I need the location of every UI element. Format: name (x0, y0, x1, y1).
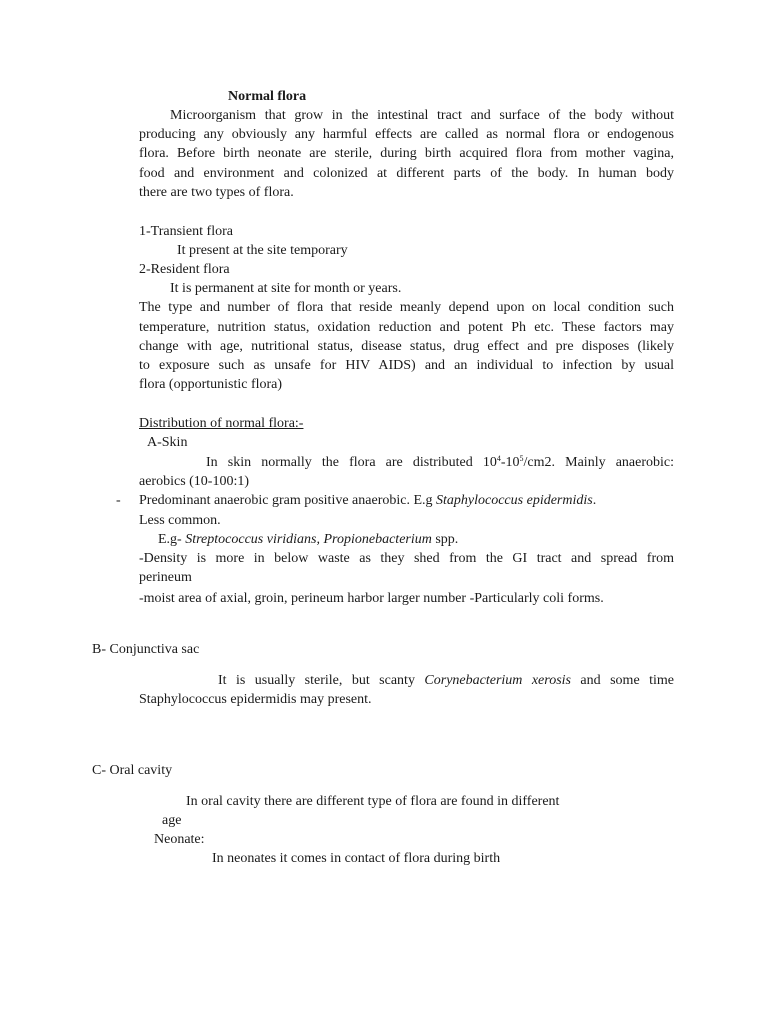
paragraph-line: to exposure such as unsafe for HIV AIDS) and an individual to infection by usual (139, 358, 674, 373)
oral-cavity-line-cont: age (162, 813, 182, 828)
less-common-example: E.g- Streptococcus viridians, Propionebacterium spp. (158, 532, 459, 547)
paragraph-line: Microorganism that grow in the intestinal tract and surface of the body without (170, 108, 674, 123)
exponent: 4 (496, 454, 501, 463)
skin-distribution-line: In skin normally the flora are distributed $10^4-10^5/cm2$. Mainly anaerobic: (206, 454, 674, 470)
bullet-dash: - (116, 493, 121, 508)
predominant-line: Predominant anaerobic gram positive anaerobic. E.g Staphylococcus epidermidis. (139, 493, 597, 508)
density-line-cont: perineum (139, 570, 192, 585)
neonate-text: In neonates it comes in contact of flora during birth (212, 851, 501, 866)
paragraph-line: change with age, nutritional status, disease status, drug effect and pre disposes (likely (139, 339, 674, 354)
neonate-heading: Neonate: (154, 832, 205, 847)
skin-ratio-line: aerobics (10-100:1) (139, 474, 250, 489)
resident-flora-heading: 2-Resident flora (139, 262, 230, 277)
paragraph-line: there are two types of flora. (139, 185, 294, 200)
paragraph-line: producing any obviously any harmful effects are called as normal flora or endogenous (139, 127, 674, 142)
conjunctiva-line-cont: Staphylococcus epidermidis may present. (139, 692, 372, 707)
transient-flora-text: It present at the site temporary (177, 243, 348, 258)
paragraph-line: The type and number of flora that reside meanly depend upon on local condition such (139, 300, 674, 315)
conjunctiva-heading: B- Conjunctiva sac (92, 642, 200, 657)
conjunctiva-line: It is usually sterile, but scanty Corynebacterium xerosis and some time (218, 673, 674, 688)
less-common-label: Less common. (139, 513, 221, 528)
paragraph-line: flora (opportunistic flora) (139, 377, 283, 392)
skin-heading: A-Skin (147, 435, 188, 450)
oral-cavity-heading: C- Oral cavity (92, 763, 173, 778)
oral-cavity-line: In oral cavity there are different type of flora are found in different (186, 794, 560, 809)
page-title: Normal flora (228, 89, 307, 104)
density-line: -Density is more in below waste as they shed from the GI tract and spread from (139, 551, 674, 566)
resident-flora-text: It is permanent at site for month or years. (170, 281, 402, 296)
paragraph-line: temperature, nutrition status, oxidation reduction and potent Ph etc. These factors may (139, 320, 674, 335)
exponent: 5 (519, 454, 524, 463)
paragraph-line: food and environment and colonized at different parts of the body. In human body (139, 166, 674, 181)
paragraph-line: flora. Before birth neonate are sterile, during birth acquired flora from mother vagina, (139, 146, 674, 161)
moist-area-line: -moist area of axial, groin, perineum harbor larger number -Particularly coli forms. (139, 591, 604, 606)
transient-flora-heading: 1-Transient flora (139, 224, 233, 239)
distribution-heading: Distribution of normal flora:- (139, 416, 304, 431)
